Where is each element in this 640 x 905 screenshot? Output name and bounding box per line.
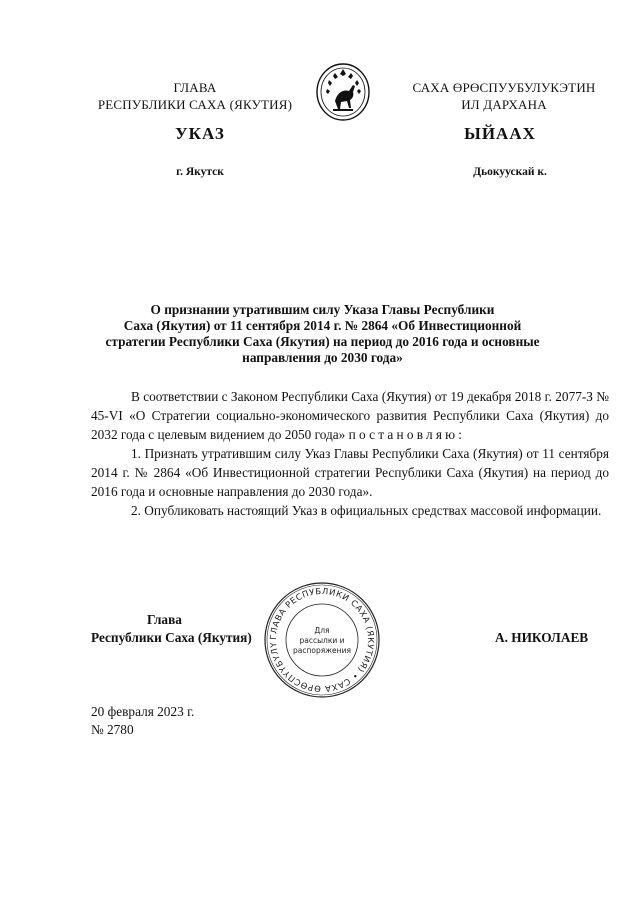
city-ru: г. Якутск	[176, 166, 224, 178]
stamp-ring-text: ГЛАВА РЕСПУБЛИКИ САХА (ЯКУТИЯ) • САХА ӨРӨСПҮҮБҮЛҮ	[267, 585, 377, 695]
issuer-ru-line1: ГЛАВА	[173, 80, 217, 95]
issuer-sakha-line2: ИЛ ДАРХАНА	[461, 97, 547, 112]
decree-subject	[95, 302, 550, 366]
position-line2: Республики Саха (Якутия)	[91, 630, 252, 645]
coat-of-arms-emblem	[315, 61, 371, 121]
stamp-center-line2: рассылки и	[299, 636, 345, 645]
position-line1: Глава	[147, 612, 182, 627]
decree-date: 20 февраля 2023 г.	[91, 704, 195, 719]
signatory-name: А. НИКОЛАЕВ	[495, 630, 589, 645]
doc-type-sakha: ЫЙААХ	[464, 124, 536, 143]
stamp-center-line3: распоряжения	[293, 646, 351, 655]
subject-line2: Саха (Якутия) от 11 сентября 2014 г. № 2864 «Об Инвестиционной	[123, 318, 522, 333]
issuer-ru	[80, 79, 310, 113]
preamble-text: В соответствии с Законом Республики Саха (Якутия) от 19 декабря 2018 г. 2077-З № 45-VI «О Стратегии социально-экономического развития Республики Саха (Якутия) до 2032 года с целевым видением до 2050 года»	[91, 389, 609, 442]
issuer-sakha-line1: САХА ӨРӨСПУУБУЛУКЭТИН	[412, 80, 596, 95]
preamble-paragraph	[91, 387, 609, 444]
subject-line3: стратегии Республики Саха (Якутия) на период до 2016 года и основные	[105, 334, 540, 349]
stamp-center-line1: Для	[314, 626, 330, 635]
city-sakha: Дьокуускай к.	[473, 166, 547, 178]
doc-type-ru: УКАЗ	[175, 124, 225, 143]
subject-line1: О признании утратившим силу Указа Главы Республики	[150, 302, 495, 317]
decree-body	[91, 387, 609, 520]
issuer-sakha	[388, 79, 620, 113]
decree-number: № 2780	[91, 722, 134, 737]
official-stamp	[262, 580, 382, 700]
item-1: 1. Признать утратившим силу Указ Главы Республики Саха (Якутия) от 11 сентября 2014 г. № 2864 «Об Инвестиционной стратегии Республики Саха (Якутия) на период до 2016 года и основные направления до 2030 года».	[91, 446, 609, 499]
decree-word: постановляю:	[348, 427, 466, 442]
item-2: 2. Опубликовать настоящий Указ в официальных средствах массовой информации.	[131, 503, 602, 518]
signatory-position	[91, 611, 252, 647]
subject-line4: направления до 2030 года»	[242, 350, 403, 365]
issuer-ru-line2: РЕСПУБЛИКИ САХА (ЯКУТИЯ)	[97, 97, 293, 112]
